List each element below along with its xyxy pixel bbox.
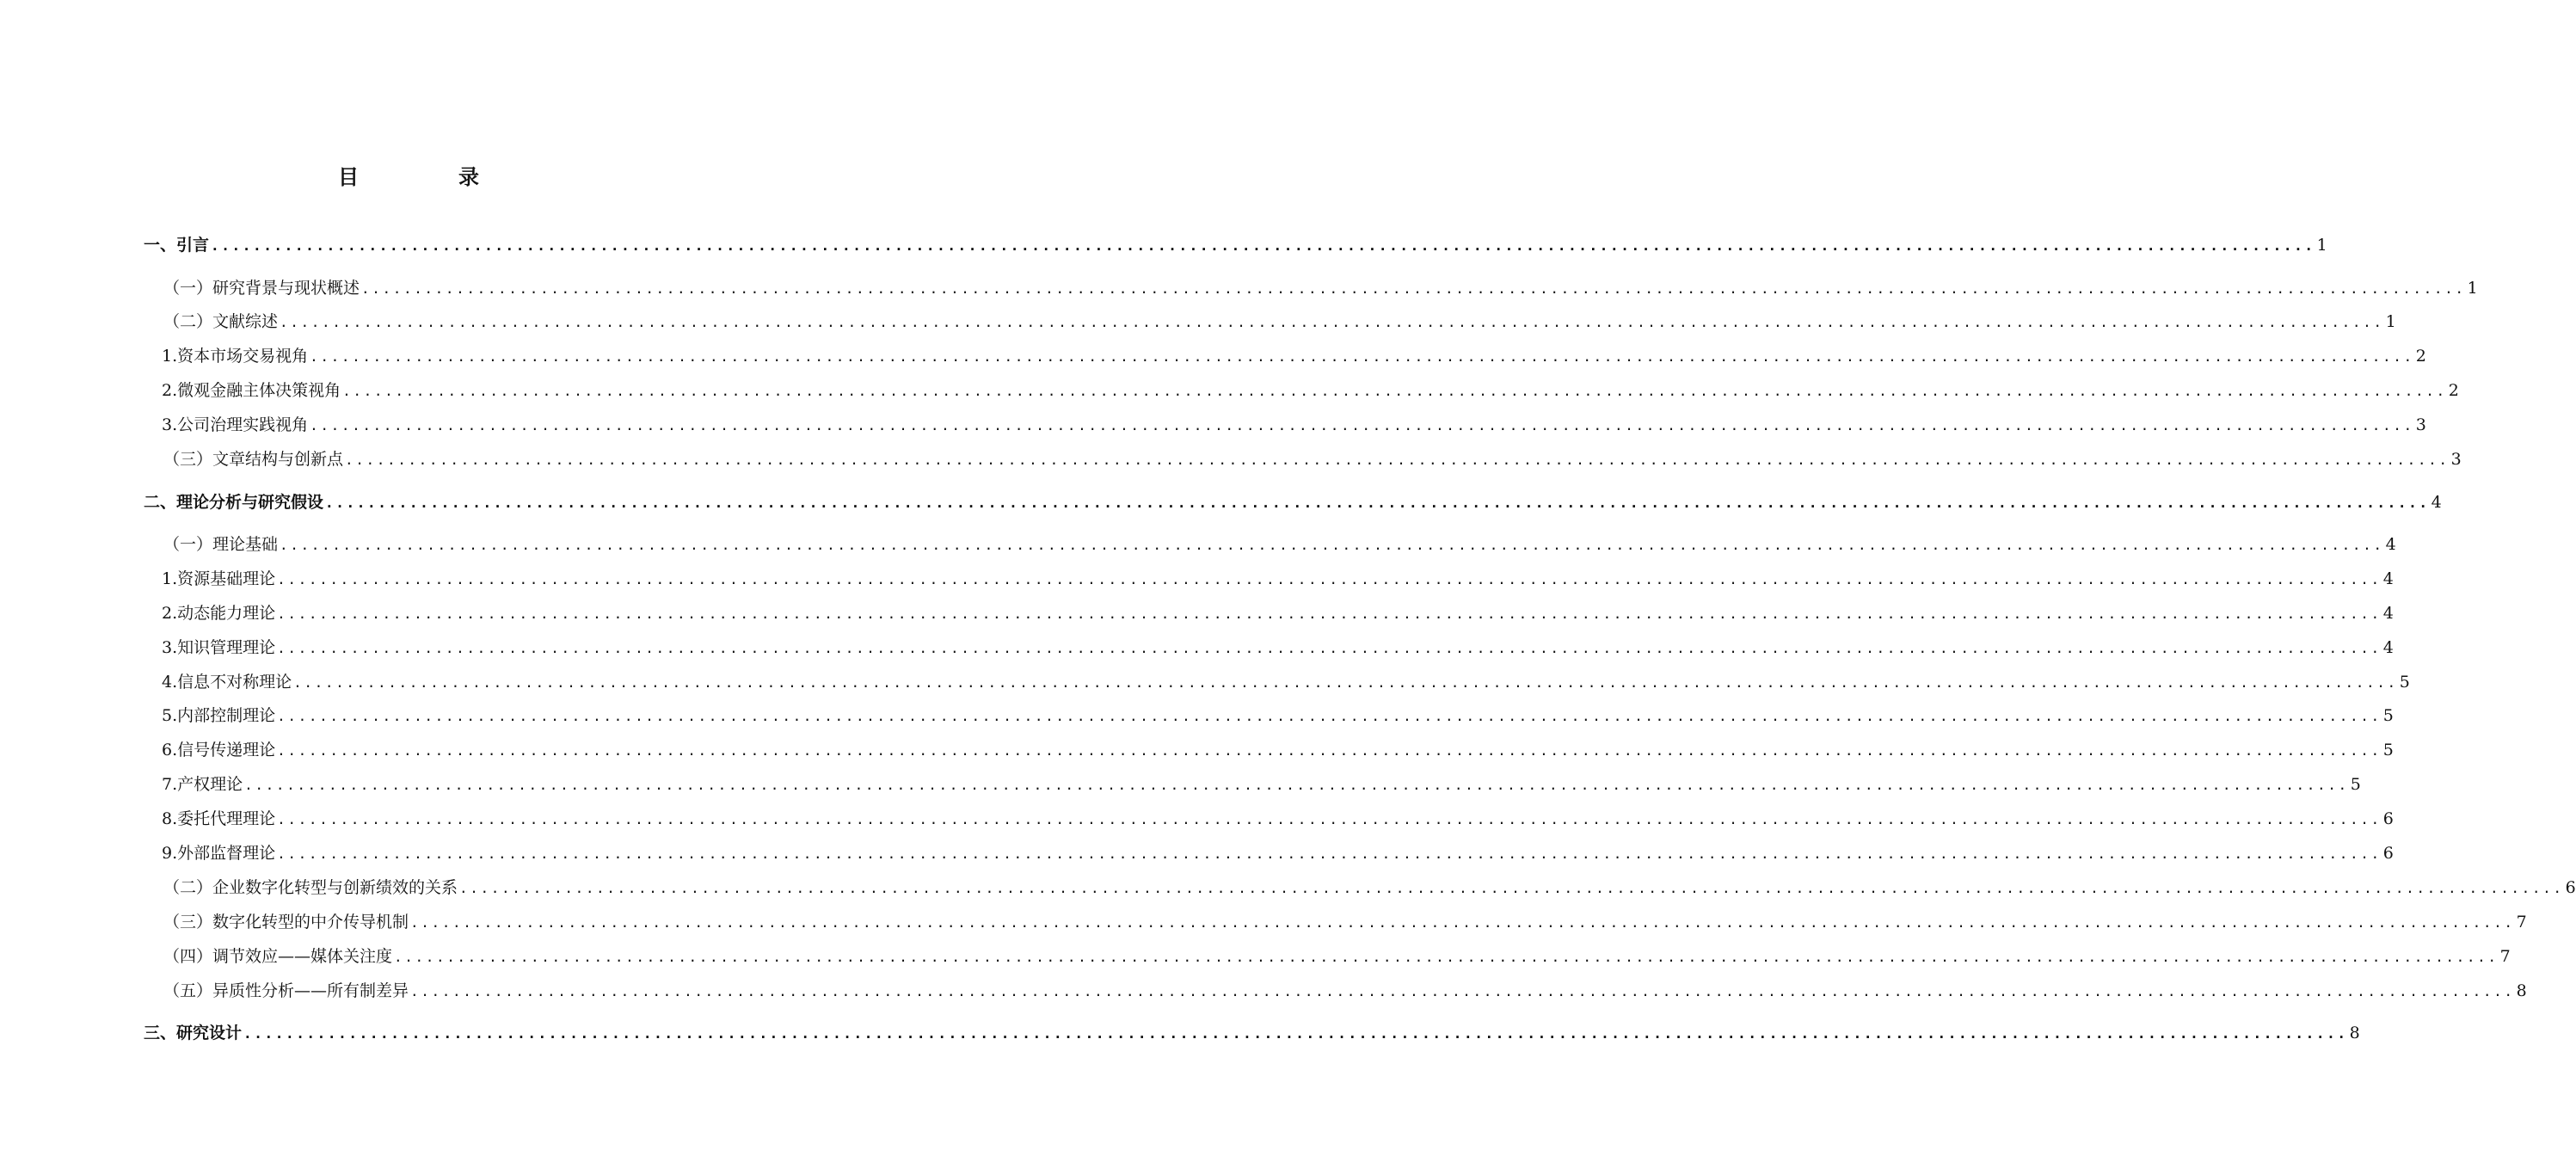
toc-entry-label: 数字化转型的中介传导机制 bbox=[212, 913, 409, 932]
toc-entry-number: 6. bbox=[162, 741, 178, 759]
toc-entry-page: 6 bbox=[2565, 878, 2576, 897]
toc-entry-number: 一、 bbox=[144, 236, 177, 255]
toc-leader-dots: ........................................................................................................................................................................................................ bbox=[280, 537, 2384, 553]
toc-entry-label: 信息不对称理论 bbox=[177, 673, 292, 692]
toc-entry-label: 理论分析与研究假设 bbox=[176, 493, 324, 512]
toc-entry[interactable] bbox=[0, 229, 2327, 255]
toc-entry-label: 内部控制理论 bbox=[177, 706, 276, 725]
toc-leader-dots: ........................................................................................................................................................................................................ bbox=[410, 983, 2515, 999]
toc-entry[interactable] bbox=[0, 409, 2426, 434]
toc-entry-label: 文章结构与创新点 bbox=[212, 450, 344, 469]
toc-entry-label: 公司治理实践视角 bbox=[177, 415, 309, 434]
toc-title: 目 录 bbox=[338, 165, 519, 189]
toc-entry-label: 异质性分析——所有制差异 bbox=[212, 981, 409, 1000]
toc-leader-dots: ........................................................................................................................................................................................................ bbox=[277, 606, 2382, 622]
toc-entry[interactable] bbox=[0, 768, 2361, 794]
toc-entry-number: 4. bbox=[162, 673, 178, 692]
toc-entry[interactable] bbox=[0, 563, 2394, 588]
toc-entry-page: 6 bbox=[2382, 844, 2394, 863]
toc-leader-dots: ........................................................................................................................................................................................................ bbox=[310, 417, 2414, 434]
toc-entry-number: （二） bbox=[163, 312, 213, 331]
toc-leader-dots: ........................................................................................................................................................................................................ bbox=[277, 811, 2382, 827]
toc-entry-number: 8. bbox=[162, 809, 178, 828]
toc-entry-label: 知识管理理论 bbox=[177, 638, 276, 657]
toc-entry-page: 5 bbox=[2399, 673, 2410, 692]
toc-leader-dots: ........................................................................................................................................................................................................ bbox=[280, 314, 2384, 330]
toc-entry-page: 4 bbox=[2382, 604, 2394, 623]
toc-entry[interactable] bbox=[0, 272, 2478, 298]
toc-entry[interactable] bbox=[0, 802, 2394, 828]
toc-entry-number: 5. bbox=[162, 706, 178, 725]
toc-leader-dots: ........................................................................................................................................................................................................ bbox=[244, 777, 2349, 793]
toc-entry[interactable] bbox=[0, 837, 2394, 863]
toc-leader-dots: ........................................................................................................................................................................................................ bbox=[243, 1025, 2348, 1042]
toc-entry-page: 1 bbox=[2316, 236, 2327, 255]
toc-entry-label: 微观金融主体决策视角 bbox=[177, 381, 341, 400]
toc-entry[interactable] bbox=[0, 340, 2426, 366]
toc-entry[interactable] bbox=[0, 906, 2527, 932]
toc-entry[interactable] bbox=[0, 597, 2394, 623]
toc-entry-number: 2. bbox=[162, 381, 178, 400]
toc-entry-page: 5 bbox=[2350, 775, 2361, 794]
toc-leader-dots: ........................................................................................................................................................................................................ bbox=[277, 640, 2382, 656]
toc-entry-page: 4 bbox=[2431, 493, 2442, 512]
toc-entry[interactable] bbox=[0, 871, 2576, 897]
toc-leader-dots: ........................................................................................................................................................................................................ bbox=[394, 949, 2499, 965]
toc-entry-label: 委托代理理论 bbox=[177, 809, 276, 828]
toc-entry-label: 资源基础理论 bbox=[177, 569, 276, 588]
toc-entry-label: 研究设计 bbox=[176, 1024, 243, 1042]
toc-entry-page: 4 bbox=[2382, 638, 2394, 657]
toc-entry-page: 8 bbox=[2349, 1024, 2360, 1042]
toc-entry-number: （三） bbox=[163, 913, 213, 932]
toc-leader-dots: ........................................................................................................................................................................................................ bbox=[310, 348, 2414, 365]
toc-entry-page: 7 bbox=[2499, 947, 2511, 966]
toc-entry-page: 2 bbox=[2448, 381, 2459, 400]
toc-entry-number: 三、 bbox=[144, 1024, 177, 1042]
toc-entry[interactable] bbox=[0, 443, 2462, 469]
toc-entry-label: 资本市场交易视角 bbox=[177, 347, 309, 366]
toc-leader-dots: ........................................................................................................................................................................................................ bbox=[410, 914, 2515, 931]
toc-entry-number: 1. bbox=[162, 569, 178, 588]
toc-leader-dots: ........................................................................................................................................................................................................ bbox=[277, 571, 2382, 587]
toc-entry-label: 产权理论 bbox=[177, 775, 243, 794]
toc-entry-label: 引言 bbox=[176, 236, 210, 255]
toc-entry-number: 2. bbox=[162, 604, 178, 623]
toc-entry-page: 5 bbox=[2382, 741, 2394, 759]
toc-entry-label: 动态能力理论 bbox=[177, 604, 276, 623]
toc-entry[interactable] bbox=[0, 374, 2459, 400]
toc-entry[interactable] bbox=[0, 486, 2442, 512]
toc-entry-number: （一） bbox=[163, 279, 213, 298]
toc-leader-dots: ........................................................................................................................................................................................................ bbox=[345, 452, 2450, 468]
toc-entry-page: 1 bbox=[2467, 279, 2478, 298]
toc-entry-label: 外部监督理论 bbox=[177, 844, 276, 863]
toc-leader-dots: ........................................................................................................................................................................................................ bbox=[325, 495, 2430, 511]
toc-entry[interactable] bbox=[0, 305, 2396, 331]
toc-entry-page: 4 bbox=[2382, 569, 2394, 588]
toc-entry-page: 3 bbox=[2415, 415, 2426, 434]
toc-entry-number: （四） bbox=[163, 947, 213, 966]
toc-entry-label: 理论基础 bbox=[212, 535, 279, 554]
toc-entry[interactable] bbox=[0, 975, 2527, 1000]
toc-entry-page: 5 bbox=[2382, 706, 2394, 725]
toc-entry-number: 3. bbox=[162, 415, 178, 434]
toc-entry-page: 6 bbox=[2382, 809, 2394, 828]
toc-entry[interactable] bbox=[0, 631, 2394, 657]
toc-entry-label: 信号传递理论 bbox=[177, 741, 276, 759]
toc-entry-page: 8 bbox=[2516, 981, 2527, 1000]
toc-leader-dots: ........................................................................................................................................................................................................ bbox=[342, 383, 2447, 399]
toc-entry[interactable] bbox=[0, 666, 2410, 692]
toc-entry[interactable] bbox=[0, 1017, 2360, 1042]
toc-leader-dots: ........................................................................................................................................................................................................ bbox=[459, 880, 2564, 896]
toc-leader-dots: ........................................................................................................................................................................................................ bbox=[277, 708, 2382, 724]
toc-entry-number: （五） bbox=[163, 981, 213, 1000]
toc-entry-number: 9. bbox=[162, 844, 178, 863]
toc-entry[interactable] bbox=[0, 940, 2511, 966]
toc-entry-page: 4 bbox=[2385, 535, 2396, 554]
toc-leader-dots: ........................................................................................................................................................................................................ bbox=[361, 280, 2466, 297]
toc-entry-number: 3. bbox=[162, 638, 178, 657]
toc-leader-dots: ........................................................................................................................................................................................................ bbox=[211, 237, 2315, 254]
toc-leader-dots: ........................................................................................................................................................................................................ bbox=[277, 845, 2382, 862]
toc-entry-page: 3 bbox=[2450, 450, 2462, 469]
toc-entry-number: 7. bbox=[162, 775, 178, 794]
toc-entry-number: （二） bbox=[163, 878, 213, 897]
toc-entry-number: 1. bbox=[162, 347, 178, 366]
toc-entry[interactable] bbox=[0, 528, 2396, 554]
toc-entry-number: （三） bbox=[163, 450, 213, 469]
toc-leader-dots: ........................................................................................................................................................................................................ bbox=[293, 674, 2398, 691]
toc-entry-page: 1 bbox=[2385, 312, 2396, 331]
toc-entry-label: 企业数字化转型与创新绩效的关系 bbox=[212, 878, 458, 897]
toc-entry-label: 文献综述 bbox=[212, 312, 279, 331]
toc-entry-number: （一） bbox=[163, 535, 213, 554]
toc-entry[interactable] bbox=[0, 734, 2394, 759]
toc-entry-page: 7 bbox=[2516, 913, 2527, 932]
toc-entry-label: 调节效应——媒体关注度 bbox=[212, 947, 393, 966]
toc-entry-label: 研究背景与现状概述 bbox=[212, 279, 360, 298]
toc-leader-dots: ........................................................................................................................................................................................................ bbox=[277, 742, 2382, 759]
toc-entry-number: 二、 bbox=[144, 493, 177, 512]
toc-entry[interactable] bbox=[0, 699, 2394, 725]
toc-entry-page: 2 bbox=[2415, 347, 2426, 366]
